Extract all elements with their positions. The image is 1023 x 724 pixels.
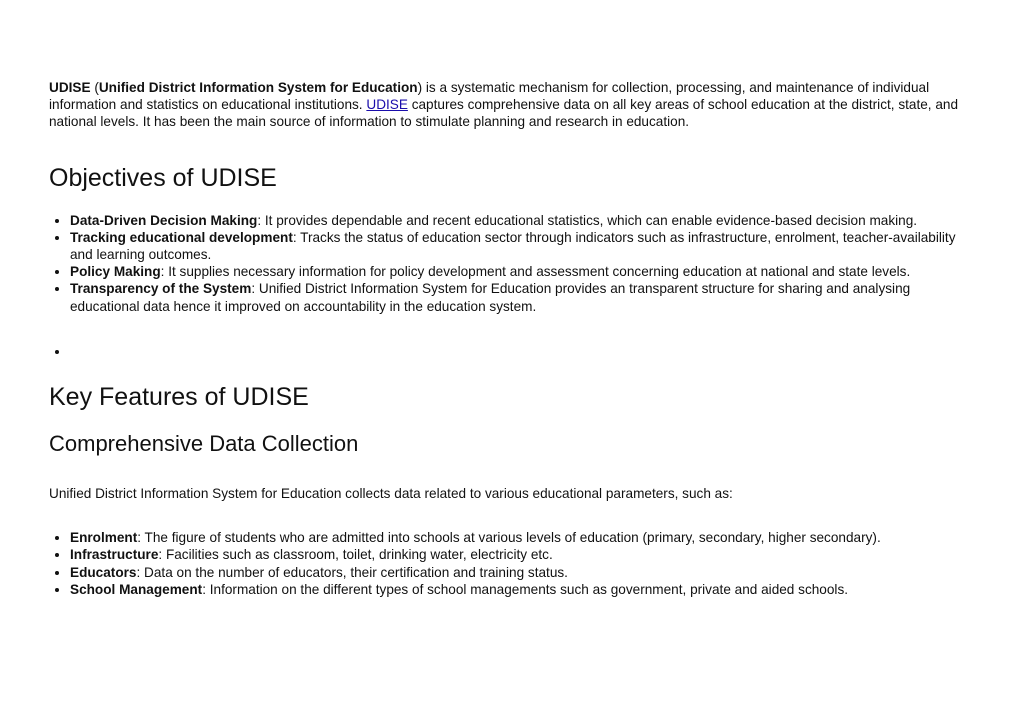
intro-open-paren: ( [90,80,99,95]
item-title: Policy Making [70,264,161,280]
item-text: : The figure of students who are admitted into schools at various levels of education (primary, secondary, higher secondary). [137,530,881,546]
item-text: : Unified District Information System for Education provides an transparent structure for sharing and analysing educational data hence it improved on accountability in the education system. [70,281,911,314]
key-features-heading: Key Features of UDISE [49,383,309,412]
objectives-heading: Objectives of UDISE [49,163,277,192]
objectives-list [49,212,979,315]
item-title: Infrastructure [70,547,159,563]
key-features-lead: Unified District Information System for Education collects data related to various educational parameters, such as: [49,486,733,502]
item-title: Tracking educational development [70,229,293,245]
item-text: : It provides dependable and recent educational statistics, which can enable evidence-based decision making. [257,212,918,228]
item-text: : Data on the number of educators, their certification and training status. [136,564,568,580]
item-title: Data-Driven Decision Making [70,212,258,228]
document-body [49,79,979,598]
list-item [70,229,979,263]
intro-text-b: captures comprehensive data on all key areas of school education at the district, state, and national levels. It has been the main source of information to stimulate planning and research in education. [49,97,959,130]
intro-text-a: ) is a systematic mechanism for collection, processing, and maintenance of individual information and statistics on educational institutions. [49,80,930,113]
item-title: Enrolment [70,530,138,546]
item-text: : Facilities such as classroom, toilet, drinking water, electricity etc. [158,547,553,563]
item-title: Transparency of the System [70,281,252,297]
empty-list-item [70,343,979,360]
list-item [70,564,979,581]
empty-list [49,343,979,360]
intro-full-name: Unified District Information System for Education [98,80,418,95]
list-item [70,581,979,598]
list-item [70,280,979,314]
udise-link[interactable]: UDISE [366,97,408,113]
item-text: : It supplies necessary information for policy development and assessment concerning education at national and state levels. [160,264,911,280]
item-text: : Information on the different types of school managements such as government, private and aided schools. [202,581,849,597]
intro-term: UDISE [49,80,91,95]
item-text: : Tracks the status of education sector through indicators such as infrastructure, enrolment, teacher-availability and learning outcomes. [70,229,956,263]
data-collection-list [49,529,979,598]
list-item [70,212,979,229]
item-title: School Management [70,581,203,597]
list-item [70,529,979,546]
list-item [70,263,979,280]
item-title: Educators [70,564,137,580]
comprehensive-data-heading: Comprehensive Data Collection [49,431,359,457]
list-item [70,546,979,563]
intro-paragraph [49,79,979,131]
